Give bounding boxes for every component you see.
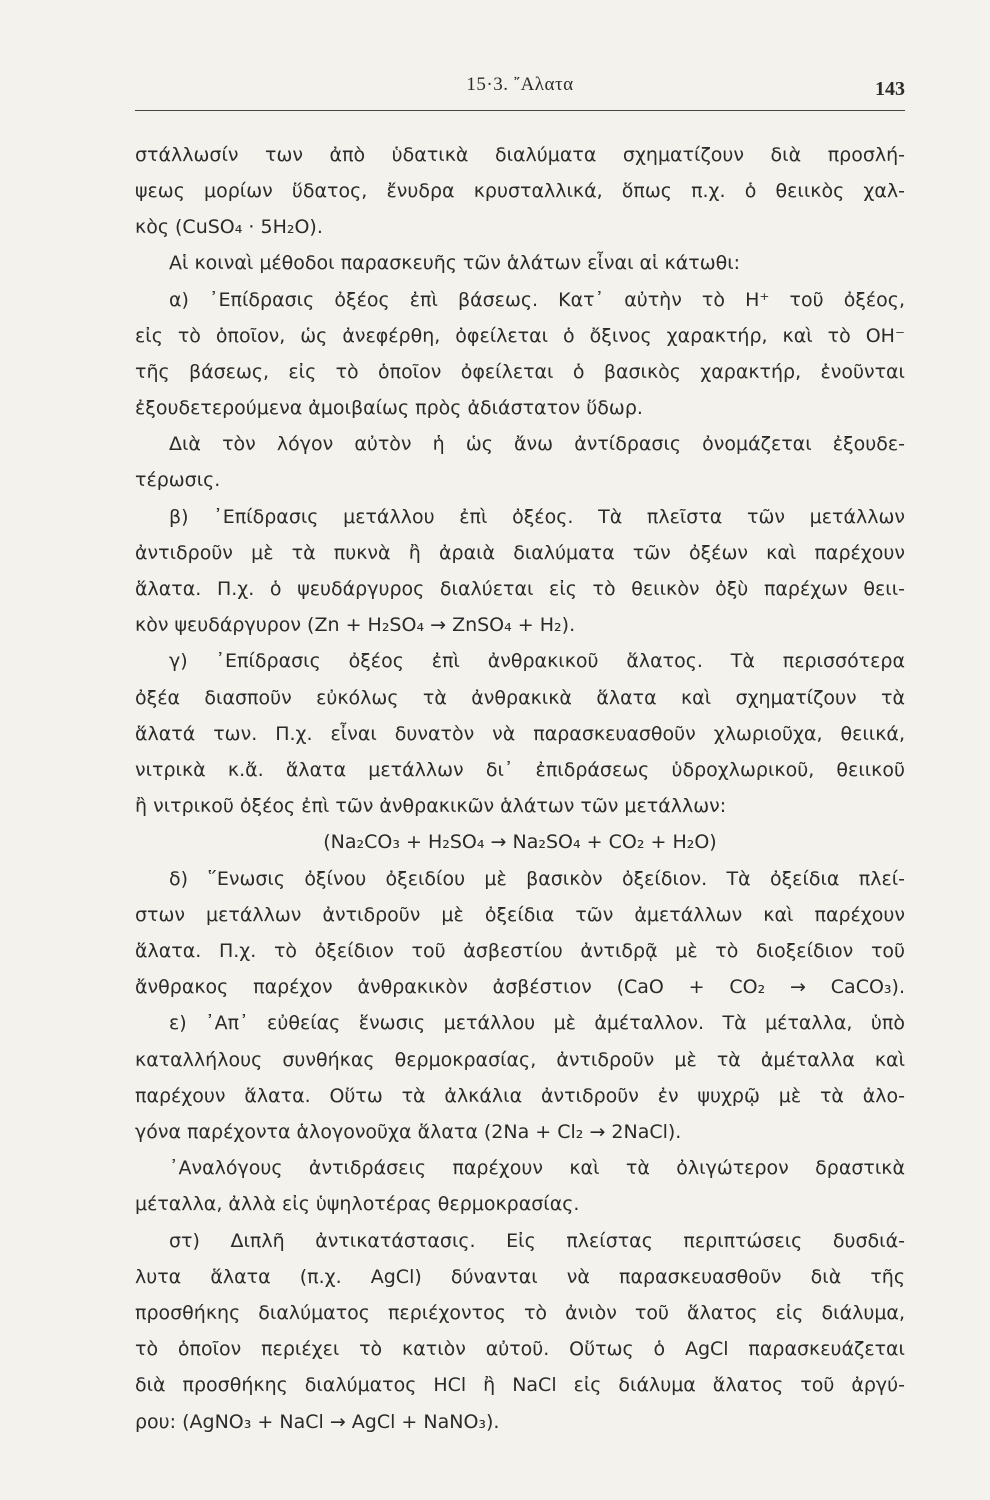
text-line: ὀξέα διασποῦν εὐκόλως τὰ ἀνθρακικὰ ἅλατα καὶ σχηματίζουν τὰ [135, 687, 905, 709]
text-line: παρέχουν ἅλατα. Οὕτω τὰ ἀλκάλια ἀντιδροῦν ἐν ψυχρῷ μὲ τὰ ἀλο- [135, 1085, 905, 1107]
text-line: Αἱ κοιναὶ μέθοδοι παρασκευῆς τῶν ἁλάτων εἶναι αἱ κάτωθι: [169, 252, 741, 274]
text-line: ἀντιδροῦν μὲ τὰ πυκνὰ ἢ ἀραιὰ διαλύματα τῶν ὀξέων καὶ παρέχουν [135, 542, 905, 564]
text-line: τῆς βάσεως, εἰς τὸ ὁποῖον ὀφείλεται ὁ βασικὸς χαρακτήρ, ἑνοῦνται [135, 361, 905, 383]
text-line: λυτα ἅλατα (π.χ. AgCl) δύνανται νὰ παρασκευασθοῦν διὰ τῆς [135, 1266, 905, 1288]
text-line: β) ᾿Επίδρασις μετάλλου ἐπὶ ὀξέος. Τὰ πλεῖστα τῶν μετάλλων [169, 506, 905, 528]
running-header-title: 15·3. ῎Αλατα [466, 74, 574, 95]
text-line: ἅλατα. Π.χ. ὁ ψευδάργυρος διαλύεται εἰς τὸ θειικὸν ὀξὺ παρέχων θειι- [135, 578, 905, 600]
header-rule [135, 110, 905, 111]
text-line: προσθήκης διαλύματος περιέχοντος τὸ ἀνιὸν τοῦ ἅλατος εἰς διάλυμα, [135, 1302, 905, 1324]
text-line: α) ᾿Επίδρασις ὀξέος ἐπὶ βάσεως. Κατ᾿ αὐτὴν τὸ H⁺ τοῦ ὀξέος, [169, 289, 905, 311]
text-line: δ) ῞Ενωσις ὀξίνου ὀξειδίου μὲ βασικὸν ὀξείδιον. Τὰ ὀξείδια πλεί- [169, 868, 905, 890]
text-line: ρου: (AgNO₃ + NaCl → AgCl + NaNO₃). [135, 1411, 500, 1433]
text-line: τὸ ὁποῖον περιέχει τὸ κατιὸν αὐτοῦ. Οὕτως ὁ AgCl παρασκευάζεται [135, 1338, 905, 1360]
text-line: κὸν ψευδάργυρον (Zn + H₂SO₄ → ZnSO₄ + H₂). [135, 614, 576, 636]
text-line: διὰ προσθήκης διαλύματος HCl ἢ NaCl εἰς διάλυμα ἅλατος τοῦ ἀργύ- [135, 1374, 905, 1396]
text-line: ε) ᾿Απ᾿ εὐθείας ἕνωσις μετάλλου μὲ ἀμέταλλον. Τὰ μέταλλα, ὑπὸ [169, 1012, 905, 1034]
text-line: στάλλωσίν των ἀπὸ ὑδατικὰ διαλύματα σχηματίζουν διὰ προσλή- [135, 144, 905, 166]
text-line: γ) ᾿Επίδρασις ὀξέος ἐπὶ ἀνθρακικοῦ ἅλατος. Τὰ περισσότερα [169, 650, 905, 672]
text-line: ἅλατά των. Π.χ. εἶναι δυνατὸν νὰ παρασκευασθοῦν χλωριοῦχα, θειικά, [135, 723, 905, 745]
text-line: κὸς (CuSO₄ · 5H₂O). [135, 216, 323, 238]
text-line: νιτρικὰ κ.ἄ. ἅλατα μετάλλων δι᾿ ἐπιδράσεως ὑδροχλωρικοῦ, θειικοῦ [135, 759, 905, 781]
text-line: εἰς τὸ ὁποῖον, ὡς ἀνεφέρθη, ὀφείλεται ὁ ὄξινος χαρακτήρ, καὶ τὸ OH⁻ [135, 325, 905, 347]
text-line: γόνα παρέχοντα ἁλογονοῦχα ἅλατα (2Na + Cl₂ → 2NaCl). [135, 1121, 682, 1143]
text-line: ἅλατα. Π.χ. τὸ ὀξείδιον τοῦ ἀσβεστίου ἀντιδρᾷ μὲ τὸ διοξείδιον τοῦ [135, 940, 905, 962]
text-line: μέταλλα, ἀλλὰ εἰς ὑψηλοτέρας θερμοκρασίας. [135, 1193, 580, 1215]
text-line: καταλλήλους συνθήκας θερμοκρασίας, ἀντιδροῦν μὲ τὰ ἀμέταλλα καὶ [135, 1049, 905, 1071]
text-line: ψεως μορίων ὕδατος, ἔνυδρα κρυσταλλικά, ὅπως π.χ. ὁ θειικὸς χαλ- [135, 180, 905, 202]
text-line: ἄνθρακος παρέχον ἀνθρακικὸν ἀσβέστιον (CaO + CO₂ → CaCO₃). [135, 976, 905, 998]
page-number: 143 [875, 78, 905, 100]
text-line: Διὰ τὸν λόγον αὐτὸν ἡ ὡς ἄνω ἀντίδρασις ὀνομάζεται ἐξουδε- [169, 433, 905, 455]
text-line: ἢ νιτρικοῦ ὀξέος ἐπὶ τῶν ἀνθρακικῶν ἁλάτων τῶν μετάλλων: [135, 795, 727, 817]
text-line: ᾿Αναλόγους ἀντιδράσεις παρέχουν καὶ τὰ ὀλιγώτερον δραστικὰ [169, 1157, 905, 1179]
text-line: στ) Διπλῆ ἀντικατάστασις. Εἰς πλείστας περιπτώσεις δυσδιά- [169, 1230, 905, 1252]
text-line: τέρωσις. [135, 469, 221, 491]
text-line: στων μετάλλων ἀντιδροῦν μὲ ὀξείδια τῶν ἀμετάλλων καὶ παρέχουν [135, 904, 905, 926]
text-line: ἐξουδετερούμενα ἀμοιβαίως πρὸς ἀδιάστατον ὕδωρ. [135, 397, 643, 419]
page-header [135, 74, 905, 104]
equation-line: (Na₂CO₃ + H₂SO₄ → Na₂SO₄ + CO₂ + H₂O) [323, 831, 717, 853]
